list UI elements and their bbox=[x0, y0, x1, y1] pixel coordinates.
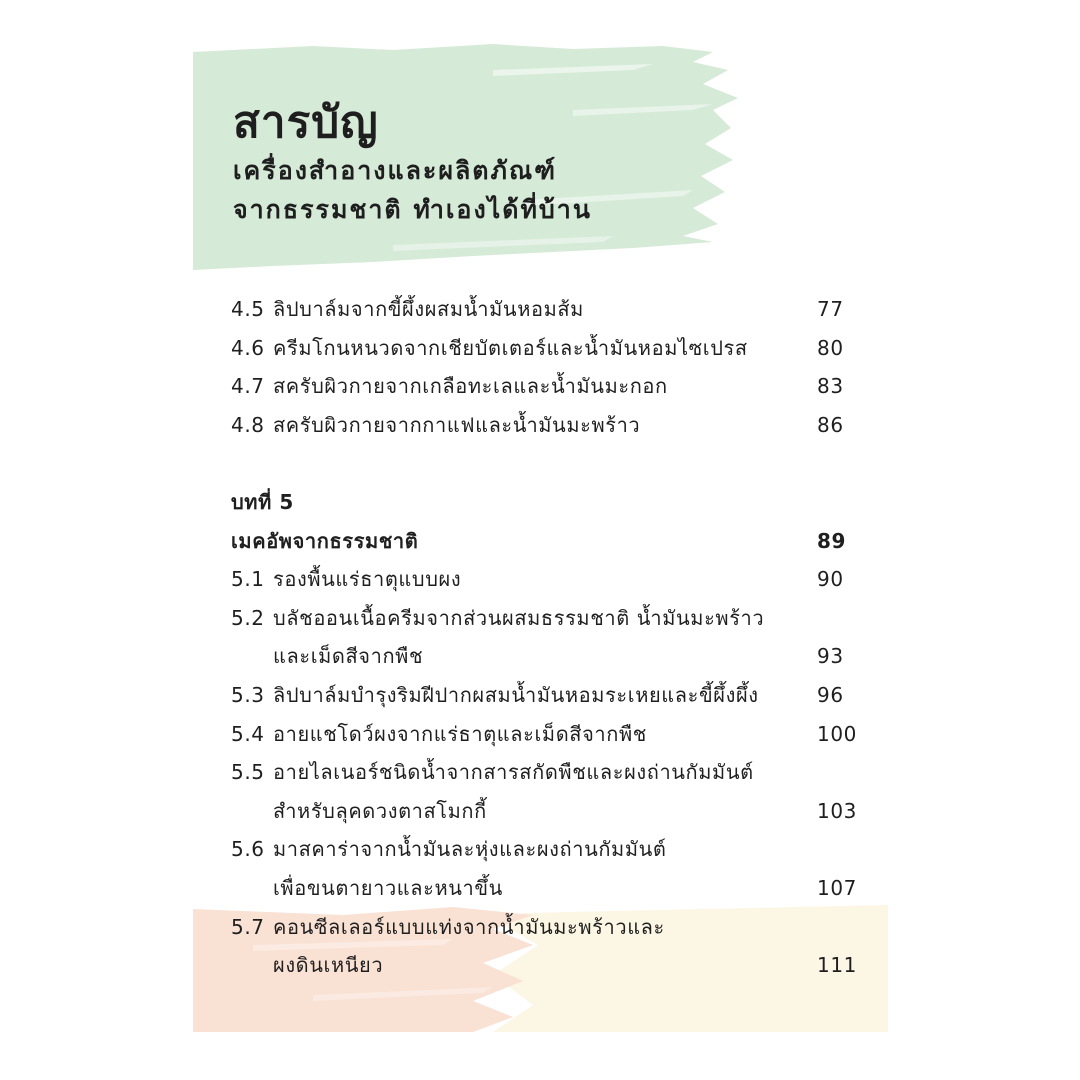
toc-entry-page: 100 bbox=[817, 721, 857, 746]
book-title-line-2: จากธรรมชาติ ทำเองได้ที่บ้าน bbox=[233, 195, 592, 224]
toc-entry-5-6[interactable] bbox=[231, 830, 871, 869]
toc-entry-title: สครับผิวกายจากกาแฟและน้ำมันมะพร้าว bbox=[273, 412, 641, 437]
toc-entry-5-7-continued[interactable] bbox=[231, 946, 871, 985]
toc-entry-title: สครับผิวกายจากเกลือทะเลและน้ำมันมะกอก bbox=[273, 374, 668, 399]
toc-entry-page: 90 bbox=[817, 567, 844, 592]
table-of-contents bbox=[231, 290, 871, 985]
toc-entry-title: อายไลเนอร์ชนิดน้ำจากสารสกัดพืชและผงถ่านกัมมันต์ bbox=[273, 760, 754, 785]
toc-entry-title: ครีมโกนหนวดจากเชียบัตเตอร์และน้ำมันหอมไซเปรส bbox=[273, 335, 748, 360]
toc-entry-4-6[interactable] bbox=[231, 329, 871, 368]
toc-entry-5-5-continued[interactable] bbox=[231, 792, 871, 831]
toc-entry-page: 107 bbox=[817, 875, 857, 900]
toc-entry-5-6-continued[interactable] bbox=[231, 869, 871, 908]
page-title: สารบัญ bbox=[233, 97, 379, 148]
toc-entry-number: 4.6 bbox=[231, 335, 265, 360]
toc-entry-title: คอนซีลเลอร์แบบแท่งจากน้ำมันมะพร้าวและ bbox=[273, 914, 665, 939]
toc-entry-number: 5.2 bbox=[231, 605, 265, 630]
toc-entry-page: 83 bbox=[817, 374, 844, 399]
toc-entry-5-2[interactable] bbox=[231, 599, 871, 638]
toc-entry-number: 5.1 bbox=[231, 567, 265, 592]
toc-entry-page: 77 bbox=[817, 297, 844, 321]
toc-entry-page: 80 bbox=[817, 335, 844, 360]
toc-entry-title: ลิปบาล์มจากขี้ผึ้งผสมน้ำมันหอมส้ม bbox=[273, 297, 584, 321]
toc-entry-number: 4.7 bbox=[231, 374, 265, 399]
chapter-label bbox=[231, 483, 871, 522]
toc-entry-5-5[interactable] bbox=[231, 753, 871, 792]
chapter-title: เมคอัพจากธรรมชาติ bbox=[231, 528, 419, 553]
toc-chapter-5[interactable] bbox=[231, 522, 871, 561]
chapter-page: 89 bbox=[817, 528, 847, 553]
toc-header bbox=[233, 95, 753, 229]
toc-entry-title-continued: สำหรับลุคดวงตาสโมกกี้ bbox=[273, 798, 487, 823]
toc-entry-4-7[interactable] bbox=[231, 367, 871, 406]
toc-page bbox=[193, 40, 888, 1032]
book-title-line-1: เครื่องสำอางและผลิตภัณฑ์ bbox=[233, 156, 557, 185]
toc-entry-title-continued: และเม็ดสีจากพืช bbox=[273, 644, 424, 669]
toc-entry-title: รองพื้นแร่ธาตุแบบผง bbox=[273, 567, 462, 592]
toc-entry-number: 5.4 bbox=[231, 721, 265, 746]
toc-entry-title: บลัชออนเนื้อครีมจากส่วนผสมธรรมชาติ น้ำมันมะพร้าว bbox=[273, 605, 765, 630]
toc-entry-5-4[interactable] bbox=[231, 715, 871, 754]
toc-entry-number: 5.6 bbox=[231, 837, 265, 862]
toc-entry-number: 5.7 bbox=[231, 914, 265, 939]
toc-entry-page: 111 bbox=[817, 953, 857, 978]
toc-entry-4-8[interactable] bbox=[231, 406, 871, 445]
toc-entry-number: 5.5 bbox=[231, 760, 265, 785]
toc-entry-5-3[interactable] bbox=[231, 676, 871, 715]
toc-entry-number: 4.8 bbox=[231, 412, 265, 437]
toc-entry-page: 103 bbox=[817, 798, 857, 823]
toc-entry-title: อายแชโดว์ผงจากแร่ธาตุและเม็ดสีจากพืช bbox=[273, 721, 647, 746]
toc-entry-5-1[interactable] bbox=[231, 560, 871, 599]
toc-entry-page: 93 bbox=[817, 644, 844, 669]
toc-entry-4-5[interactable] bbox=[231, 290, 871, 329]
toc-entry-5-7[interactable] bbox=[231, 908, 871, 947]
toc-entry-title-continued: ผงดินเหนียว bbox=[273, 953, 384, 978]
section-spacer bbox=[231, 444, 871, 483]
toc-entry-5-2-continued[interactable] bbox=[231, 637, 871, 676]
chapter-number: บทที่ 5 bbox=[231, 489, 294, 514]
toc-entry-page: 86 bbox=[817, 412, 844, 437]
toc-entry-number: 5.3 bbox=[231, 682, 265, 707]
toc-entry-title: ลิปบาล์มบำรุงริมฝีปากผสมน้ำมันหอมระเหยและขี้ผึ้งผึ้ง bbox=[273, 682, 759, 707]
toc-entry-title: มาสคาร่าจากน้ำมันละหุ่งและผงถ่านกัมมันต์ bbox=[273, 837, 667, 862]
toc-entry-number: 4.5 bbox=[231, 297, 265, 321]
toc-entry-page: 96 bbox=[817, 682, 844, 707]
toc-entry-title-continued: เพื่อขนตายาวและหนาขึ้น bbox=[273, 875, 503, 900]
